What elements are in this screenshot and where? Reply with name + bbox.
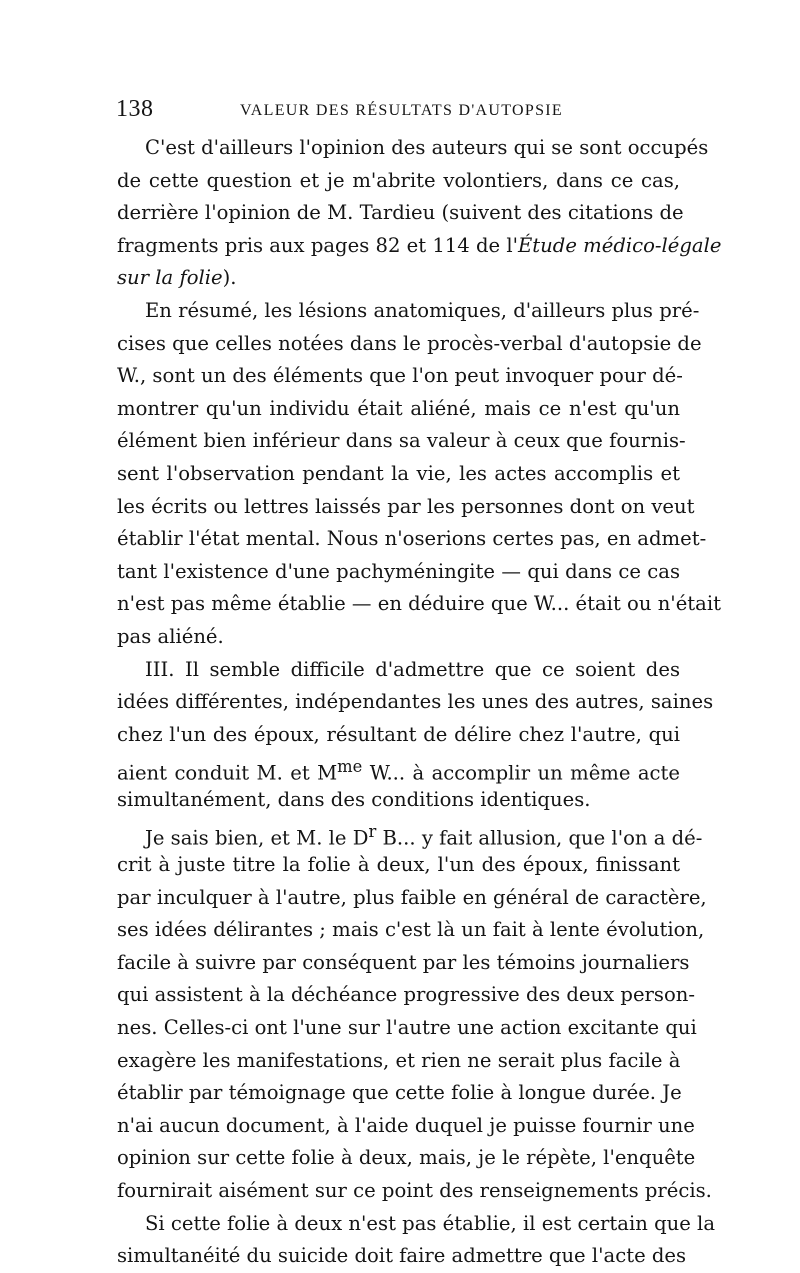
page-number: 138 xyxy=(116,96,154,122)
text-line: tant l'existence d'une pachyméningite — qui dans ce cas xyxy=(117,559,680,583)
text-line: pas aliéné. xyxy=(117,624,224,648)
text-line: exagère les manifestations, et rien ne serait plus facile à xyxy=(117,1048,681,1072)
text-line: crit à juste titre la folie à deux, l'un des époux, finissant xyxy=(117,853,680,877)
text-line: C'est d'ailleurs l'opinion des auteurs qui se sont occupés xyxy=(145,136,709,159)
text-line: par inculquer à l'autre, plus faible en général de caractère, xyxy=(117,885,707,909)
text-line: montrer qu'un individu était aliéné, mais ce n'est qu'un xyxy=(117,396,680,420)
text-line: fournirait aisément sur ce point des renseignements précis. xyxy=(117,1179,712,1202)
text-line: établir par témoignage que cette folie à longue durée. Je xyxy=(117,1081,682,1105)
text-line: élément bien inférieur dans sa valeur à ceux que fournis- xyxy=(117,429,686,453)
text-line: cises que celles notées dans le procès-verbal d'autopsie de xyxy=(117,331,702,355)
text-line: III. Il semble difficile d'admettre que ce soient des xyxy=(145,657,680,681)
running-title: VALEUR DES RÉSULTATS D'AUTOPSIE xyxy=(240,102,563,119)
text-line: n'est pas même établie — en déduire que W... était ou n'était xyxy=(117,592,721,616)
text-fragment: ). xyxy=(222,266,237,290)
text-line: W., sont un des éléments que l'on peut invoquer pour dé- xyxy=(117,364,683,388)
text-line xyxy=(117,262,680,295)
superscript: r xyxy=(368,822,377,842)
text-line: facile à suivre par conséquent par les témoins journaliers xyxy=(117,950,690,974)
superscript: me xyxy=(337,757,363,777)
text-line: En résumé, les lésions anatomiques, d'ailleurs plus pré- xyxy=(145,298,700,322)
text-line: opinion sur cette folie à deux, mais, je le répète, l'enquête xyxy=(117,1146,696,1170)
text-line: Si cette folie à deux n'est pas établie, il est certain que la xyxy=(145,1211,716,1235)
text-line: n'ai aucun document, à l'aide duquel je puisse fournir une xyxy=(117,1113,695,1137)
text-line: qui assistent à la déchéance progressive des deux person- xyxy=(117,983,696,1007)
text-line: nes. Celles-ci ont l'une sur l'autre une action excitante qui xyxy=(117,1016,697,1040)
text-line: sent l'observation pendant la vie, les actes accomplis et xyxy=(117,461,680,485)
text-line: idées différentes, indépendantes les unes des autres, saines xyxy=(117,690,714,714)
text-line xyxy=(117,230,722,263)
text-line: établir l'état mental. Nous n'oserions certes pas, en admet- xyxy=(117,527,707,551)
text-fragment: aient conduit M. et M xyxy=(117,761,338,785)
text-line: de cette question et je m'abrite volontiers, dans ce cas, xyxy=(117,168,680,192)
text-fragment: W... à accomplir un même acte xyxy=(362,761,680,785)
body-text xyxy=(117,132,722,1273)
text-line: chez l'un des époux, résultant de délire chez l'autre, qui xyxy=(117,722,680,746)
text-fragment: fragments pris aux pages 82 et 114 de l' xyxy=(117,233,518,257)
text-line xyxy=(117,816,703,850)
text-fragment: B... y fait allusion, que l'on a dé- xyxy=(376,827,703,850)
text-line: ses idées délirantes ; mais c'est là un fait à lente évolution, xyxy=(117,918,705,942)
text-line: les écrits ou lettres laissés par les personnes dont on veut xyxy=(117,494,695,518)
text-line: simultanéité du suicide doit faire admettre que l'acte des xyxy=(117,1244,687,1268)
page-header xyxy=(116,96,676,126)
text-fragment: Je sais bien, et M. le D xyxy=(145,827,369,850)
text-line xyxy=(117,751,680,784)
text-line: derrière l'opinion de M. Tardieu (suivent des citations de xyxy=(117,201,684,225)
italic-title: Étude médico-légale xyxy=(517,233,722,257)
italic-title: sur la folie xyxy=(117,266,223,290)
text-line: simultanément, dans des conditions identiques. xyxy=(117,787,591,811)
